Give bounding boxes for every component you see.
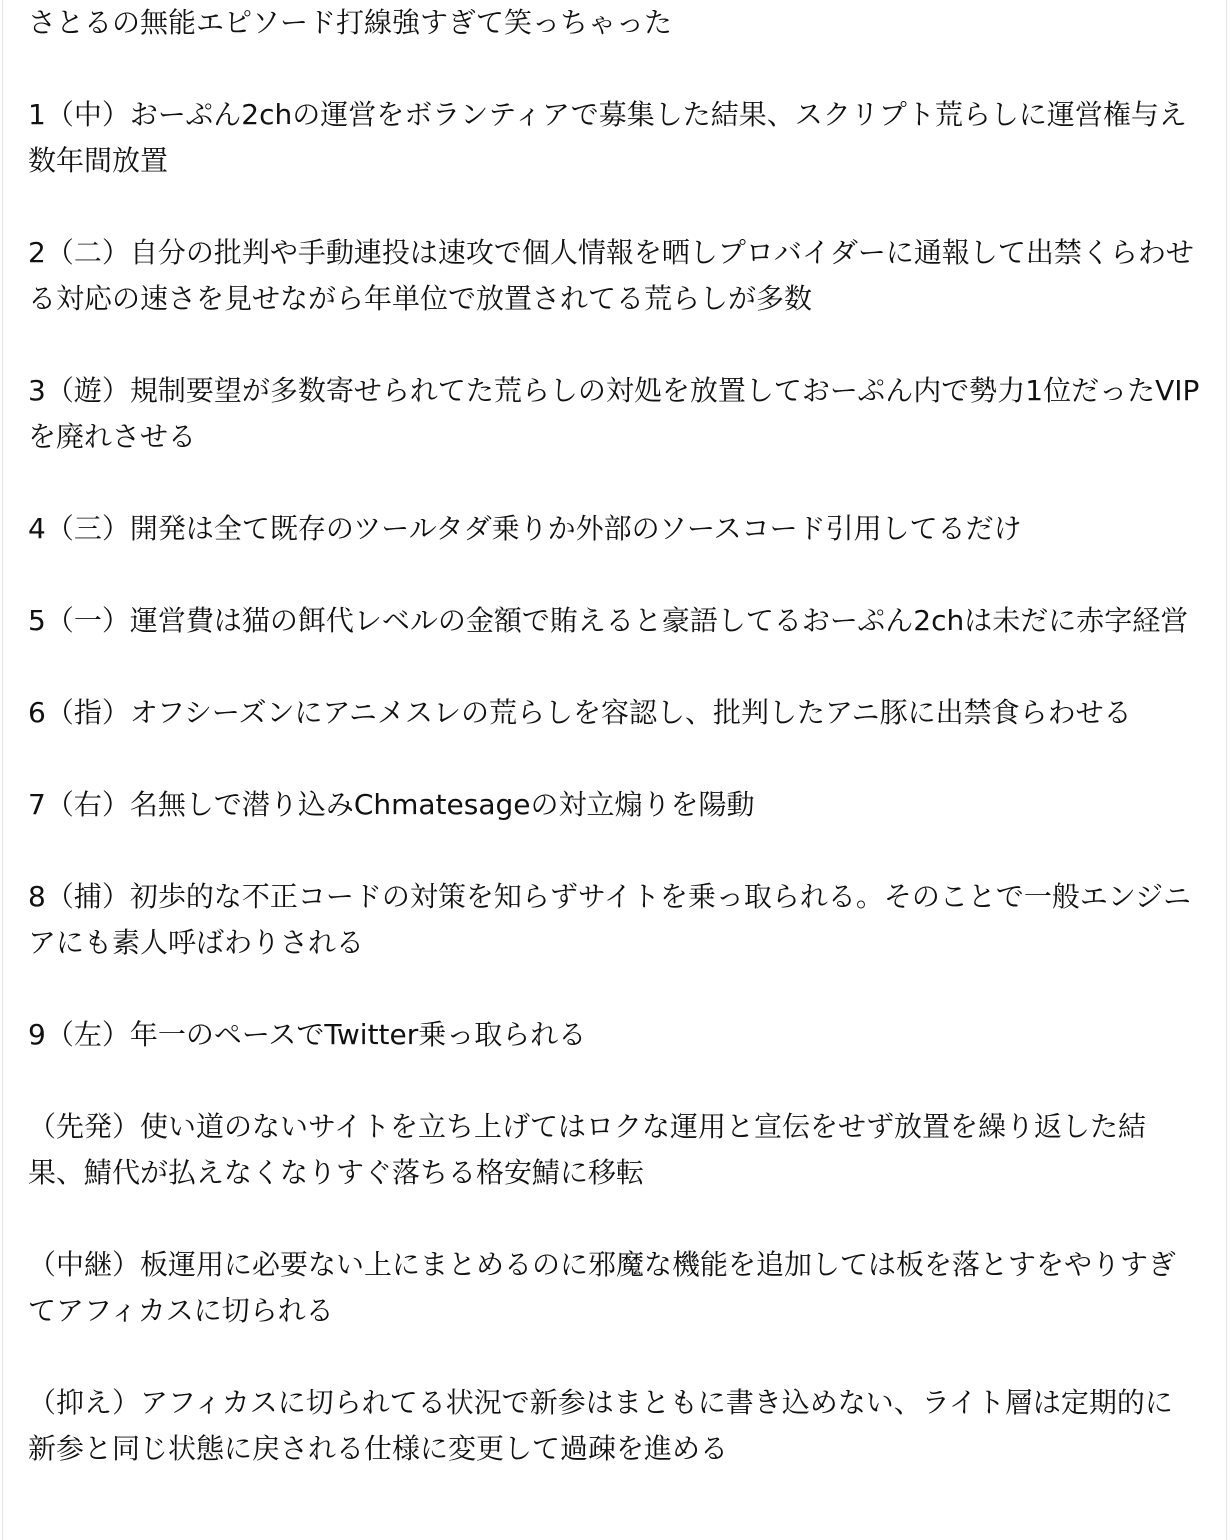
blank-line <box>28 322 1200 368</box>
blank-line <box>28 1334 1200 1380</box>
lineup-item-4: 4（三）開発は全て既存のツールタダ乗りか外部のソースコード引用してるだけ <box>28 512 1022 545</box>
blank-line <box>28 1058 1200 1104</box>
blank-line <box>28 736 1200 782</box>
lineup-closer: （抑え）アフィカスに切られてる状況で新参はまともに書き込めない、ライト層は定期的に新参と同じ状態に戻される仕様に変更して過疎を進める <box>28 1386 1173 1465</box>
blank-line <box>28 460 1200 506</box>
blank-line <box>28 184 1200 230</box>
blank-line <box>28 966 1200 1012</box>
lineup-item-8: 8（捕）初歩的な不正コードの対策を知らずサイトを乗っ取られる。そのことで一般エンジニアにも素人呼ばわりされる <box>28 880 1192 959</box>
blank-line <box>28 552 1200 598</box>
lineup-item-2: 2（二）自分の批判や手動連投は速攻で個人情報を晒しプロバイダーに通報して出禁くらわせる対応の速さを見せながら年単位で放置されてる荒らしが多数 <box>28 236 1194 315</box>
lineup-reliever: （中継）板運用に必要ない上にまとめるのに邪魔な機能を追加しては板を落とすをやりすぎてアフィカスに切られる <box>28 1248 1177 1327</box>
lineup-item-7: 7（右）名無しで潜り込みChmatesageの対立煽りを陽動 <box>28 788 755 821</box>
lineup-item-1: 1（中）おーぷん2chの運営をボランティアで募集した結果、スクリプト荒らしに運営権与え数年間放置 <box>28 98 1187 177</box>
post-title-line: さとるの無能エピソード打線強すぎて笑っちゃった <box>28 6 673 39</box>
lineup-starter: （先発）使い道のないサイトを立ち上げてはロクな運用と宣伝をせず放置を繰り返した結果、鯖代が払えなくなりすぐ落ちる格安鯖に移転 <box>28 1110 1147 1189</box>
post-body <box>3 0 1226 1472</box>
lineup-item-6: 6（指）オフシーズンにアニメスレの荒らしを容認し、批判したアニ豚に出禁食らわせる <box>28 696 1132 729</box>
lineup-item-3: 3（遊）規制要望が多数寄せられてた荒らしの対処を放置しておーぷん内で勢力1位だったVIPを廃れさせる <box>28 374 1200 453</box>
blank-line <box>28 46 1200 92</box>
lineup-item-9: 9（左）年一のペースでTwitter乗っ取られる <box>28 1018 587 1051</box>
blank-line <box>28 828 1200 874</box>
lineup-item-5: 5（一）運営費は猫の餌代レベルの金額で賄えると豪語してるおーぷん2chは未だに赤字経営 <box>28 604 1189 637</box>
post-container <box>2 0 1227 1540</box>
blank-line <box>28 1196 1200 1242</box>
blank-line <box>28 644 1200 690</box>
